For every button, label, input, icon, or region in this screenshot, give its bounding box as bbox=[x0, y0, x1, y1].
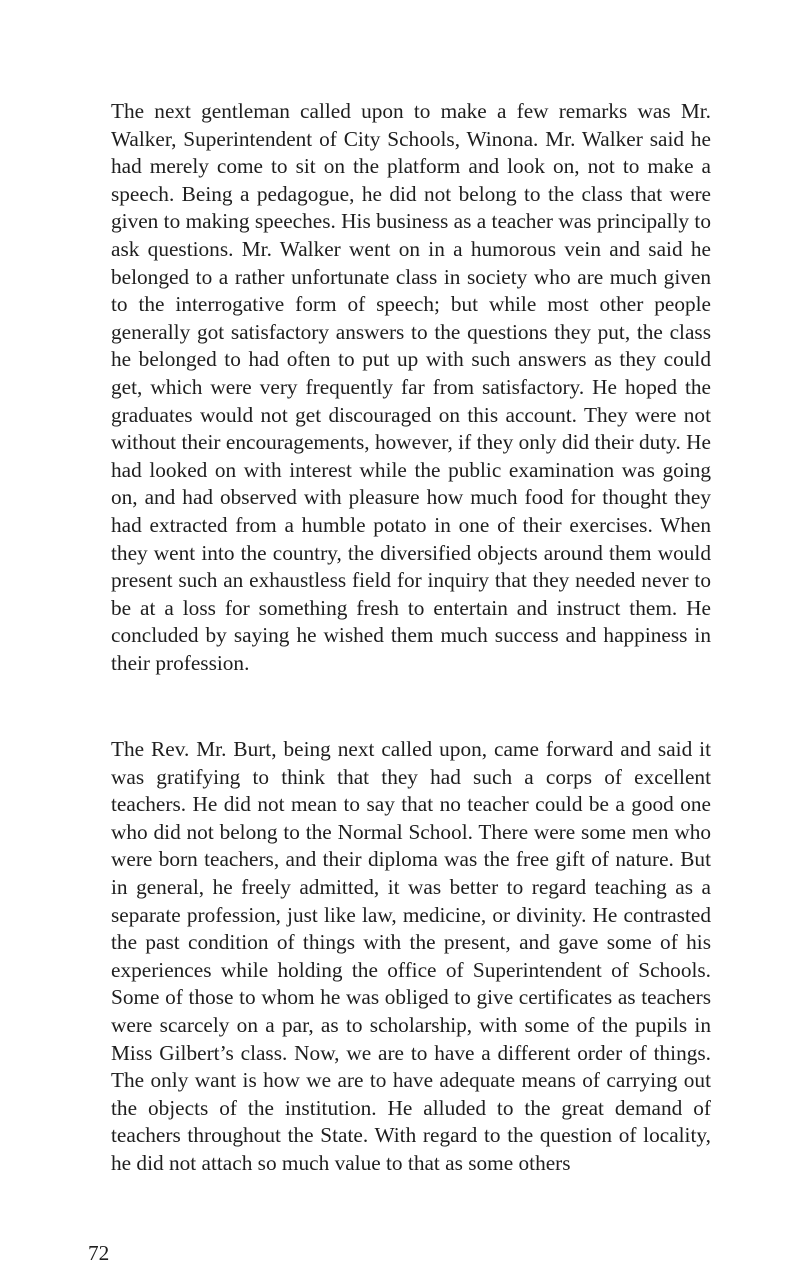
body-text-block-2 bbox=[111, 736, 711, 1178]
page-number: 72 bbox=[88, 1241, 110, 1265]
paragraph-walker-remarks: The next gentleman called upon to make a few remarks was Mr. Walker, Superintendent of City Schools, Winona. Mr. Walker said he had merely come to sit on the platform and look on, not to make a speech. Being a pedagogue, he did not belong to the class that were given to making speeches. His business as a teacher was principally to ask questions. Mr. Walker went on in a humorous vein and said he belonged to a rather unfortunate class in society who are much given to the interrogative form of speech; but while most other people generally got satisfactory answers to the questions they put, the class he belonged to had often to put up with such answers as they could get, which were very frequently far from satisfactory. He hoped the graduates would not get discouraged on this account. They were not without their encouragements, however, if they only did their duty. He had looked on with interest while the public examination was going on, and had observed with pleasure how much food for thought they had extracted from a humble potato in one of their exercises. When they went into the country, the diversified objects around them would present such an exhaustless field for inquiry that they needed never to be at a loss for something fresh to entertain and instruct them. He concluded by saying he wished them much success and happiness in their profession. bbox=[111, 99, 711, 675]
body-text-block-1 bbox=[111, 98, 711, 677]
paragraph-burt-remarks: The Rev. Mr. Burt, being next called upon, came forward and said it was gratifying to think that they had such a corps of excellent teachers. He did not mean to say that no teacher could be a good one who did not belong to the Normal School. There were some men who were born teachers, and their diploma was the free gift of nature. But in general, he freely admitted, it was better to regard teaching as a separate profession, just like law, medicine, or divinity. He contrasted the past condition of things with the present, and gave some of his experiences while holding the office of Superintendent of Schools. Some of those to whom he was obliged to give certificates as teachers were scarcely on a par, as to scholarship, with some of the pupils in Miss Gilbert’s class. Now, we are to have a different order of things. The only want is how we are to have adequate means of carrying out the objects of the institution. He alluded to the great demand of teachers throughout the State. With regard to the question of locality, he did not attach so much value to that as some others bbox=[111, 737, 711, 1175]
